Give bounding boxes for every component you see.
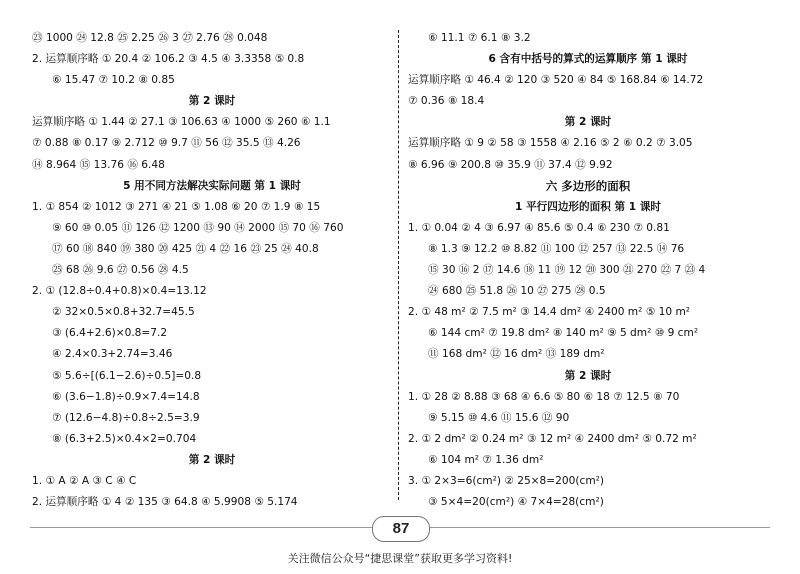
answer-line: 2. 运算顺序略 ① 20.4 ② 106.2 ③ 4.5 ④ 3.3358 ⑤ 0.8: [32, 53, 305, 66]
answer-line: 运算顺序略 ① 46.4 ② 120 ③ 520 ④ 84 ⑤ 168.84 ⑥ 14.72: [408, 74, 704, 87]
answer-line: ⑪ 168 dm² ⑫ 16 dm² ⑬ 189 dm²: [428, 348, 605, 361]
answer-line: 3. ① 2×3=6(cm²) ② 25×8=200(cm²): [408, 474, 605, 487]
section-heading: 1 平行四边形的面积 第 1 课时: [514, 200, 662, 213]
answer-line: ⑥ 15.47 ⑦ 10.2 ⑧ 0.85: [52, 74, 175, 87]
answer-line: ③ 5×4=20(cm²) ④ 7×4=28(cm²): [428, 496, 604, 509]
answer-line: ⑥ 104 m² ⑦ 1.36 dm²: [428, 453, 544, 466]
answer-line: 2. ① 48 m² ② 7.5 m² ③ 14.4 dm² ④ 2400 m² ⑤ 10 m²: [408, 306, 691, 319]
footer-note: 关注微信公众号“捷思课堂”获取更多学习资料!: [287, 552, 513, 565]
section-heading: 6 含有中括号的算式的运算顺序 第 1 课时: [488, 53, 688, 66]
right-column: [408, 28, 768, 513]
answer-line: ⑦ (12.6−4.8)÷0.8÷2.5=3.9: [52, 411, 200, 424]
answer-line: ④ 2.4×0.3+2.74=3.46: [52, 348, 173, 361]
answer-line: ⑤ 5.6÷[(6.1−2.6)÷0.5]=0.8: [52, 369, 202, 382]
section-heading: 第 2 课时: [564, 369, 612, 382]
answer-line: 2. 运算顺序略 ① 4 ② 135 ③ 64.8 ④ 5.9908 ⑤ 5.174: [32, 496, 298, 509]
answer-line: ⑧ 6.96 ⑨ 200.8 ⑩ 35.9 ⑪ 37.4 ⑫ 9.92: [408, 158, 613, 171]
answer-line: 运算顺序略 ① 1.44 ② 27.1 ③ 106.63 ④ 1000 ⑤ 260 ⑥ 1.1: [32, 116, 331, 129]
answer-line: ⑨ 5.15 ⑩ 4.6 ⑪ 15.6 ⑫ 90: [428, 411, 570, 424]
page-number: 87: [372, 516, 430, 542]
answer-line: 1. ① A ② A ③ C ④ C: [32, 474, 137, 487]
answer-line: ② 32×0.5×0.8+32.7=45.5: [52, 306, 195, 319]
left-column: [32, 28, 392, 513]
section-heading: 第 2 课时: [564, 116, 612, 129]
section-heading: 第 2 课时: [188, 453, 236, 466]
answer-line: ⑨ 60 ⑩ 0.05 ⑪ 126 ⑫ 1200 ⑬ 90 ⑭ 2000 ⑮ 70 ⑯ 760: [52, 221, 344, 234]
column-divider: [398, 30, 399, 500]
answer-line: ③ (6.4+2.6)×0.8=7.2: [52, 327, 168, 340]
answer-line: ㉔ 680 ㉕ 51.8 ㉖ 10 ㉗ 275 ㉘ 0.5: [428, 285, 606, 298]
answer-line: ⑦ 0.88 ⑧ 0.17 ⑨ 2.712 ⑩ 9.7 ⑪ 56 ⑫ 35.5 ⑬ 4.26: [32, 137, 301, 150]
answer-line: 1. ① 0.04 ② 4 ③ 6.97 ④ 85.6 ⑤ 0.4 ⑥ 230 ⑦ 0.81: [408, 221, 670, 234]
answer-line: 1. ① 854 ② 1012 ③ 271 ④ 21 ⑤ 1.08 ⑥ 20 ⑦ 1.9 ⑧ 15: [32, 200, 321, 213]
answer-line: ㉓ 1000 ㉔ 12.8 ㉕ 2.25 ㉖ 3 ㉗ 2.76 ㉘ 0.048: [32, 32, 268, 44]
answer-line: ⑥ 144 cm² ⑦ 19.8 dm² ⑧ 140 m² ⑨ 5 dm² ⑩ 9 cm²: [428, 327, 699, 340]
answer-line: 运算顺序略 ① 9 ② 58 ③ 1558 ④ 2.16 ⑤ 2 ⑥ 0.2 ⑦ 3.05: [408, 137, 693, 150]
answer-line: 2. ① 2 dm² ② 0.24 m² ③ 12 m² ④ 2400 dm² ⑤ 0.72 m²: [408, 432, 697, 445]
section-heading: 第 2 课时: [188, 95, 236, 108]
answer-line: ⑰ 60 ⑱ 840 ⑲ 380 ⑳ 425 ㉑ 4 ㉒ 16 ㉓ 25 ㉔ 40.8: [52, 242, 319, 255]
answer-line: 2. ① (12.8÷0.4+0.8)×0.4=13.12: [32, 285, 207, 298]
answer-line: ⑭ 8.964 ⑮ 13.76 ⑯ 6.48: [32, 158, 165, 171]
section-heading: 5 用不同方法解决实际问题 第 1 课时: [123, 179, 301, 192]
answer-line: ⑧ (6.3+2.5)×0.4×2=0.704: [52, 432, 197, 445]
answer-line: ⑦ 0.36 ⑧ 18.4: [408, 95, 485, 108]
answer-line: ⑮ 30 ⑯ 2 ⑰ 14.6 ⑱ 11 ⑲ 12 ⑳ 300 ㉑ 270 ㉒ 7 ㉓ 4: [428, 264, 706, 277]
answer-line: ⑥ (3.6−1.8)÷0.9×7.4=14.8: [52, 390, 200, 403]
answer-line: ㉕ 68 ㉖ 9.6 ㉗ 0.56 ㉘ 4.5: [52, 264, 189, 277]
section-heading: 六 多边形的面积: [545, 178, 631, 193]
answer-line: ⑧ 1.3 ⑨ 12.2 ⑩ 8.82 ⑪ 100 ⑫ 257 ⑬ 22.5 ⑭ 76: [428, 242, 685, 255]
answer-line: 1. ① 28 ② 8.88 ③ 68 ④ 6.6 ⑤ 80 ⑥ 18 ⑦ 12.5 ⑧ 70: [408, 390, 680, 403]
answer-line: ⑥ 11.1 ⑦ 6.1 ⑧ 3.2: [428, 32, 531, 44]
